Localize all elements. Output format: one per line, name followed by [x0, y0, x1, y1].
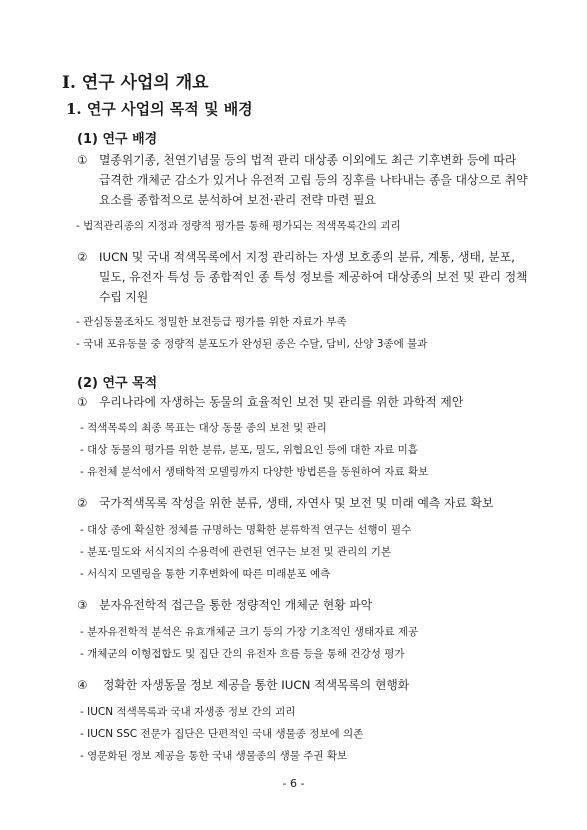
- subsection-heading-background: (1) 연구 배경: [77, 132, 158, 147]
- subsection-heading-purpose: (2) 연구 목적: [77, 376, 158, 391]
- sub-point: - 개체군의 이형접합도 및 집단 간의 유전자 흐름 등을 통해 건강성 평가: [80, 648, 405, 660]
- section-title: 1. 연구 사업의 목적 및 배경: [66, 100, 253, 118]
- sub-point: - IUCN SSC 전문가 집단은 단편적인 국내 생물종 정보에 의존: [80, 728, 364, 740]
- page-number: - 6 -: [282, 777, 305, 790]
- chapter-title: I. 연구 사업의 개요: [62, 73, 209, 93]
- item-line: 정확한 자생동물 정보 제공을 통한 IUCN 적색목록의 현행화: [103, 678, 410, 692]
- sub-point: - 법적관리종의 지정과 정량적 평가를 통해 평가되는 적색목록간의 괴리: [76, 220, 401, 232]
- item-number: ②: [77, 496, 88, 510]
- item-line: 분자유전학적 접근을 통한 정량적인 개체군 현황 파악: [99, 598, 373, 612]
- item-number: ①: [77, 153, 88, 167]
- item-line: 급격한 개체군 감소가 있거나 유전적 고립 등의 징후를 나타내는 종을 대상으로 취약: [99, 173, 528, 187]
- sub-point: - 영문화된 정보 제공을 통한 국내 생물종의 생물 주권 확보: [80, 750, 348, 762]
- sub-point: - 분포·밀도와 서식지의 수용력에 관련된 연구는 보전 및 관리의 기본: [80, 546, 392, 558]
- sub-point: - 관심동물조차도 정밀한 보전등급 평가를 위한 자료가 부족: [76, 316, 347, 328]
- item-line: 우리나라에 자생하는 동물의 효율적인 보전 및 관리를 위한 과학적 제안: [99, 395, 464, 409]
- sub-point: - 서식지 모델링을 통한 기후변화에 따른 미래분포 예측: [80, 568, 331, 580]
- item-line: 수립 지원: [99, 290, 149, 304]
- item-number: ②: [77, 250, 88, 264]
- sub-point: - 유전체 분석에서 생태학적 모델링까지 다양한 방법론을 동원하여 자료 확보: [80, 466, 429, 478]
- item-number: ①: [77, 395, 88, 409]
- item-line: 멸종위기종, 천연기념물 등의 법적 관리 대상종 이외에도 최근 기후변화 등에 따라: [99, 153, 517, 167]
- item-number: ④: [77, 678, 88, 692]
- sub-point: - 적색목록의 최종 목표는 대상 동물 종의 보전 및 관리: [80, 422, 327, 434]
- item-line: 요소를 종합적으로 분석하여 보전·관리 전략 마련 필요: [99, 193, 376, 207]
- item-number: ③: [77, 598, 88, 612]
- item-line: 밀도, 유전자 특성 등 종합적인 종 특성 정보를 제공하여 대상종의 보전 및 관리 정책: [99, 270, 528, 284]
- sub-point: - 대상 동물의 평가를 위한 분류, 분포, 밀도, 위협요인 등에 대한 자료 미흡: [80, 444, 418, 456]
- sub-point: - 대상 종에 확실한 정체를 규명하는 명확한 분류학적 연구는 선행이 필수: [80, 524, 412, 536]
- sub-point: - 국내 포유동물 중 정량적 분포도가 완성된 종은 수달, 담비, 산양 3종에 불과: [76, 338, 428, 350]
- sub-point: - IUCN 적색목록과 국내 자생종 정보 간의 괴리: [80, 706, 296, 718]
- item-line: 국가적색목록 작성을 위한 분류, 생태, 자연사 및 보전 및 미래 예측 자료 확보: [99, 496, 494, 510]
- item-line: IUCN 및 국내 적색목록에서 지정 관리하는 자생 보호종의 분류, 계통, 생태, 분포,: [99, 250, 515, 264]
- sub-point: - 분자유전학적 분석은 유효개체군 크기 등의 가장 기초적인 생태자료 제공: [80, 626, 419, 638]
